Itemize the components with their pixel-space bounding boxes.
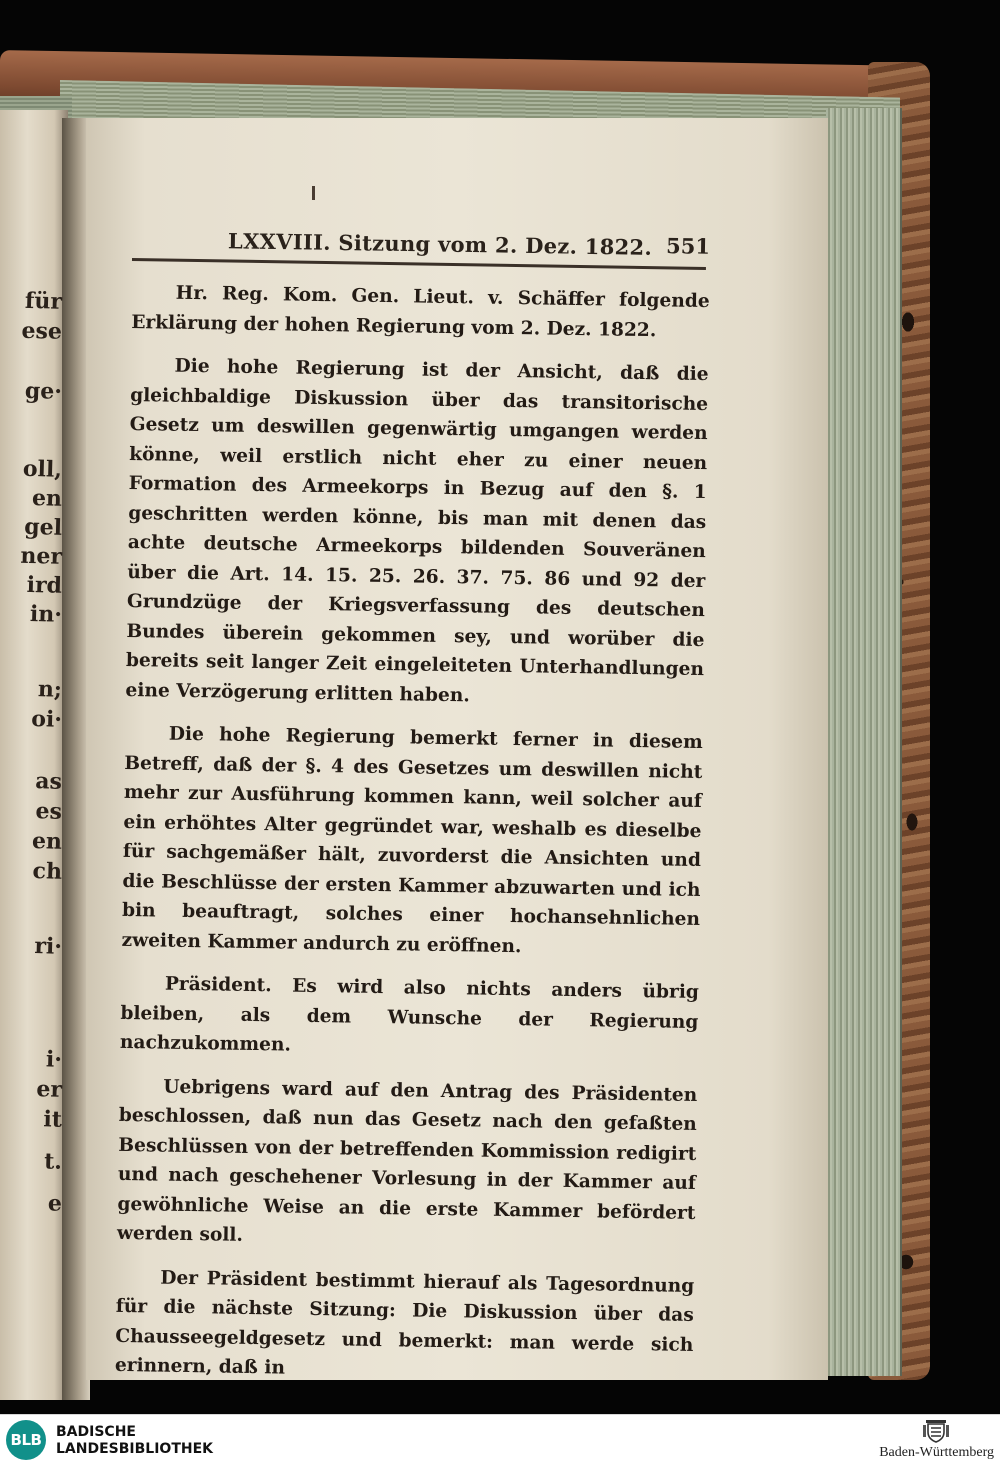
left-fragment: ner (20, 542, 63, 570)
library-name[interactable] (56, 1424, 213, 1458)
left-fragment: ese (21, 317, 63, 345)
paragraph-text: Der Präsident bestimmt hierauf als Tagesordnung für die nächste Sitzung: Die Diskussion über das Chausseegeldgesetz und bemerkt: man werde sich erinnern, daß in (114, 1267, 695, 1379)
left-fragment: ch (32, 858, 63, 885)
paragraph (125, 351, 708, 714)
left-fragment: in· (29, 600, 63, 628)
paragraph-text: Die hohe Regierung ist der Ansicht, daß die gleichbaldige Diskussion über das transitorische Gesetz um deswillen gegenwärtig umgangen werden könne, weil erstlich nicht eher zu einer neuen Formation des Armeekorps in Bezug auf den §. 1 geschritten werden könne, bis man mit denen das achte deutsche Armeekorps bildenden Souveränen über die Art. 14. 15. 25. 26. 37. 75. 86 und 92 der Grundzüge der Kriegsverfassung des deutschen Bundes überein gekommen sey, und worüber die bereits seit langer Zeit eingeleiteten Unterhandlungen eine Verzögerung erlitten haben. (125, 355, 709, 706)
coat-of-arms-icon (922, 1419, 950, 1443)
paragraph (115, 1262, 695, 1389)
left-fragment: für (24, 287, 63, 315)
left-fragment: es (35, 798, 63, 825)
paragraph (117, 1071, 698, 1257)
page-number: 551 (665, 233, 711, 259)
state-name[interactable]: Baden-Württemberg (879, 1445, 994, 1460)
left-fragment: en (31, 485, 63, 512)
page-body (115, 278, 710, 1389)
left-fragment: ri· (34, 933, 63, 960)
left-fragment: ird (26, 571, 63, 599)
paragraph-text: Uebrigens ward auf den Antrag des Präsidenten beschlossen, daß nun das Gesetz nach den gefaßten Beschlüssen von der betreffenden Kommission redigirt und nach geschehener Vorlesung in der Kammer auf gewöhnliche Weise an die erste Kammer befördert werden soll. (116, 1076, 698, 1246)
printer-mark (312, 186, 315, 200)
library-name-line1: BADISCHE (56, 1424, 136, 1440)
footer-bar (0, 1414, 1000, 1465)
paragraph-text: Präsident. Es wird also nichts anders übrig bleiben, als dem Wunsche der Regierung nachzukommen. (119, 973, 700, 1056)
left-fragment: n; (37, 676, 63, 703)
left-fragment: oi· (30, 705, 63, 733)
paragraph-text: Die hohe Regierung bemerkt ferner in diesem Betreff, daß der §. 4 des Gesetzes um deswillen nicht mehr zur Ausführung kommen kann, weil solcher auf ein erhöhtes Alter gegründet war, weshalb es dieselbe für sachgemäßer hält, zuvorderst die Ansichten und die Beschlüsse der ersten Kammer abzuwarten und ich bin beauftragt, solches einer hochansehnlichen zweiten Kammer andurch zu eröffnen. (121, 723, 703, 957)
left-fragment: oll, (22, 455, 63, 483)
left-fragment: er (36, 1076, 63, 1103)
left-fragment: as (35, 768, 63, 795)
paragraph (131, 278, 710, 346)
left-fragment: i· (45, 1046, 63, 1073)
left-fragment: t. (43, 1148, 63, 1175)
left-fragment: it (43, 1106, 63, 1133)
running-head-title: LXXVIII. Sitzung vom 2. Dez. 1822. (227, 228, 653, 260)
left-fragment: ge· (24, 377, 63, 405)
left-fragment: gel (23, 513, 63, 541)
left-fragment: e (47, 1190, 63, 1217)
paragraph (120, 969, 699, 1067)
library-name-line2: LANDESBIBLIOTHEK (56, 1441, 214, 1457)
blb-logo[interactable]: BLB (6, 1420, 46, 1460)
paragraph (121, 719, 703, 964)
paragraph-text: Hr. Reg. Kom. Gen. Lieut. v. Schäffer folgende Erklärung der hohen Regierung vom 2. Dez. 1822. (131, 282, 710, 341)
left-fragment: en (31, 828, 63, 855)
page-block-right-edge (826, 108, 902, 1376)
